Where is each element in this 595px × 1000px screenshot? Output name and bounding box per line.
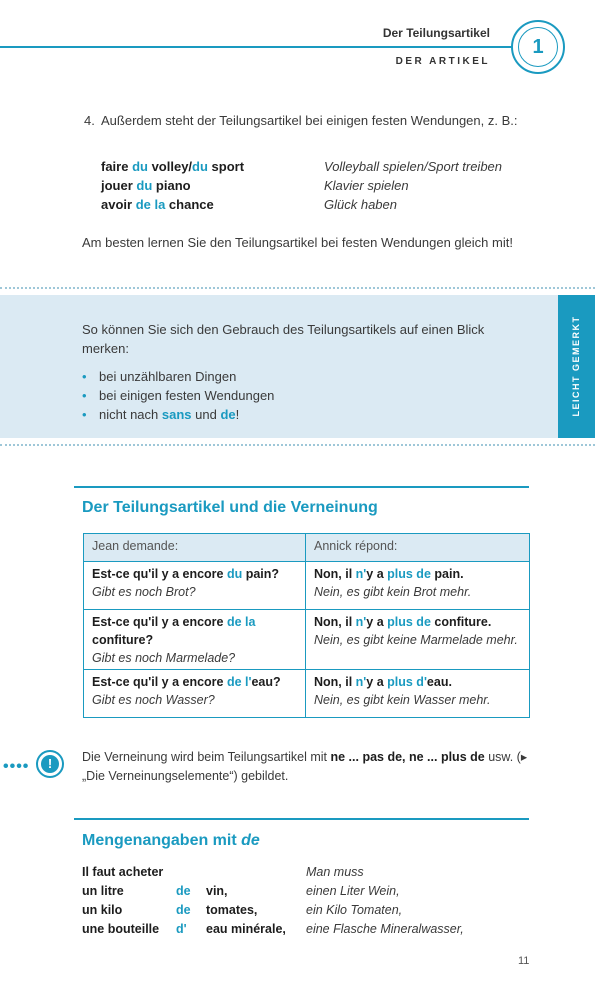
quantity-translation: eine Flasche Mineralwasser,: [306, 922, 464, 936]
question-cell: Est-ce qu'il y a encore de la confiture? Gibt es noch Marmelade?: [84, 610, 306, 670]
quantity-translation: einen Liter Wein,: [306, 884, 400, 898]
quantity-intro-de: Man muss: [306, 865, 364, 879]
quantity-amount: un kilo: [82, 903, 123, 917]
table-row: [84, 670, 530, 718]
quantity-noun: tomates,: [206, 903, 258, 917]
exclamation-icon: !: [36, 750, 64, 778]
bullet-icon: •: [82, 388, 87, 403]
section-rule: [74, 486, 529, 488]
answer-cell: Non, il n'y a plus de pain. Nein, es gibt kein Brot mehr.: [306, 562, 530, 610]
notice-dots: ••••: [3, 758, 30, 775]
quantity-preposition: d': [176, 922, 187, 936]
quantity-preposition: de: [176, 903, 191, 917]
quantity-intro-fr: Il faut acheter: [82, 865, 164, 879]
answer-cell: Non, il n'y a plus de confiture. Nein, es gibt keine Marmelade mehr.: [306, 610, 530, 670]
bullet-icon: •: [82, 369, 87, 384]
section-title-quantities: Mengenangaben mit de: [82, 832, 260, 849]
example-fr-1: faire du volley/du sport: [101, 159, 245, 174]
example-fr-2: jouer du piano: [101, 178, 191, 193]
quantity-amount: une bouteille: [82, 922, 160, 936]
tip-tab-label: LEICHT GEMERKT: [571, 315, 581, 417]
running-header-subtitle: DER ARTIKEL: [395, 56, 490, 67]
item-number: 4.: [84, 113, 95, 128]
notice-text: Die Verneinung wird beim Teilungsartikel mit ne ... pas de, ne ... plus de usw. (▸ „Die Verneinungselemente“) gebildet.: [82, 750, 528, 783]
running-header-title: Der Teilungsartikel: [382, 26, 490, 40]
header-rule: [0, 46, 513, 48]
quantity-noun: eau minérale,: [206, 922, 286, 936]
page-number: 11: [518, 955, 530, 967]
example-de-2: Klavier spielen: [324, 178, 409, 193]
example-de-3: Glück haben: [324, 197, 397, 212]
answer-cell: Non, il n'y a plus d'eau. Nein, es gibt kein Wasser mehr.: [306, 670, 530, 718]
negation-table: [83, 533, 530, 718]
table-row: [84, 610, 530, 670]
quantity-translation: ein Kilo Tomaten,: [306, 903, 403, 917]
chapter-number: 1: [518, 27, 558, 67]
section-title-negation: Der Teilungsartikel und die Verneinung: [82, 499, 378, 516]
quantity-noun: vin,: [206, 884, 228, 898]
quantity-preposition: de: [176, 884, 191, 898]
conclusion-paragraph: Am besten lernen Sie den Teilungsartikel bei festen Wendungen gleich mit!: [82, 235, 513, 250]
bullet-icon: •: [82, 407, 87, 422]
dotted-divider-top: [0, 287, 595, 289]
table-header-answer: Annick répond:: [306, 534, 530, 562]
tip-side-tab: [558, 295, 595, 438]
tip-bullet-item: • bei einigen festen Wendungen: [82, 388, 275, 403]
tip-intro: So können Sie sich den Gebrauch des Teilungsartikels auf einen Blick merken:: [82, 322, 485, 356]
tip-list: [82, 367, 274, 424]
example-fr-3: avoir de la chance: [101, 197, 214, 212]
tip-bullet-item: • bei unzählbaren Dingen: [82, 369, 237, 384]
example-de-1: Volleyball spielen/Sport treiben: [324, 159, 503, 174]
dotted-divider-bottom: [0, 444, 595, 446]
question-cell: Est-ce qu'il y a encore du pain? Gibt es noch Brot?: [84, 562, 306, 610]
chapter-badge: [511, 20, 565, 74]
section-rule: [74, 818, 529, 820]
quantity-amount: un litre: [82, 884, 124, 898]
table-header-question: Jean demande:: [84, 534, 306, 562]
tip-bullet-item: • nicht nach sans und de!: [82, 407, 240, 422]
question-cell: Est-ce qu'il y a encore de l'eau? Gibt es noch Wasser?: [84, 670, 306, 718]
table-row: [84, 562, 530, 610]
item-text: Außerdem steht der Teilungsartikel bei einigen festen Wendungen, z. B.:: [101, 113, 518, 128]
